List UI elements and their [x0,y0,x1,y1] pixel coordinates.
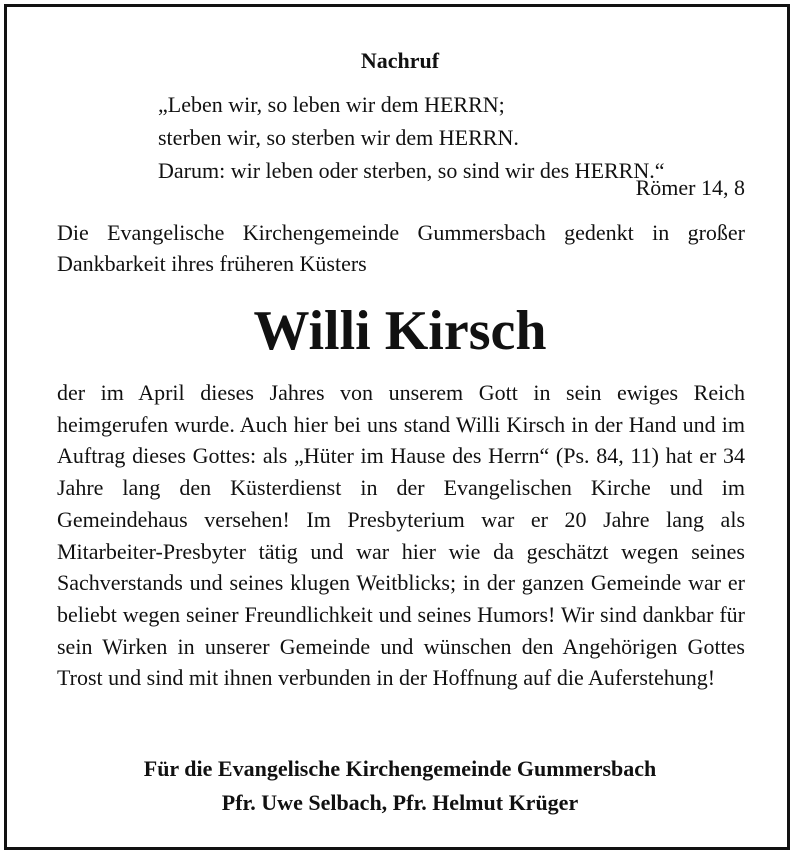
obituary-body: der im April dieses Jahres von unserem Gott in sein ewiges Reich heimgerufen wurde. Auch hier bei uns stand Willi Kirsch in der Hand und im Auftrag dieses Gottes: als „Hüter im Hause des Herrn“ (Ps. 84, 11) hat er 34 Jahre lang den Küsterdienst in der Evangelischen Kirche und im Gemeindehaus versehen! Im Presbyterium war er 20 Jahre lang als Mitarbeiter-Presbyter tätig und war hier wie da geschätzt wegen seines Sachverstands und seines klugen Weitblicks; in der ganzen Gemeinde war er beliebt wegen seiner Freundlichkeit und seines Humors! Wir sind dankbar für sein Wirken in unserer Gemeinde und wünschen den Angehörigen Gottes Trost und sind mit ihnen verbunden in der Hoffnung auf die Auferstehung! [57,380,745,691]
signature-block [0,752,800,820]
verse-line-2: sterben wir, so sterben wir dem HERRN. [158,125,519,150]
signature-line-1: Für die Evangelische Kirchengemeinde Gummersbach [143,756,657,781]
verse-line-1: „Leben wir, so leben wir dem HERRN; [158,92,505,117]
intro-text: Die Evangelische Kirchengemeinde Gummersbach gedenkt in großer Dankbarkeit ihres früheren Küsters [57,220,745,276]
deceased-name: Willi Kirsch [253,300,547,362]
signature-line-2: Pfr. Uwe Selbach, Pfr. Helmut Krüger [221,790,579,815]
verse-reference: Römer 14, 8 [635,175,745,200]
bible-verse [158,88,665,187]
verse-line-3: Darum: wir leben oder sterben, so sind wir des HERRN.“ [158,158,665,183]
notice-heading: Nachruf [360,48,440,73]
